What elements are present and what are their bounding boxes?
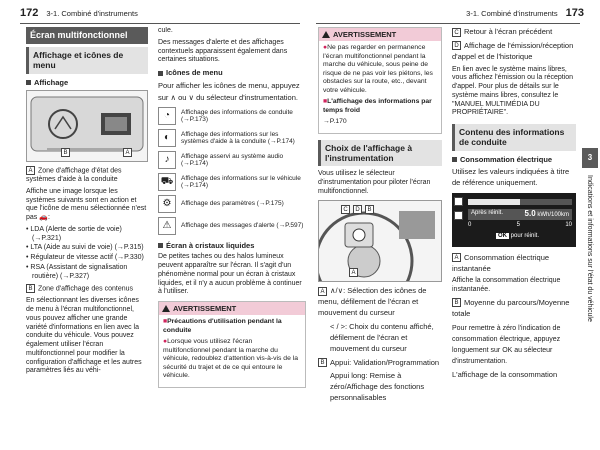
- icon-row-text: Affichage des paramètres (→P.175): [181, 200, 284, 208]
- label-a: A: [26, 166, 35, 175]
- list-item: • LDA (Alerte de sortie de voie) (→P.321): [26, 226, 148, 244]
- ok-hint-text: pour réinit.: [510, 232, 540, 239]
- instant-bar-fill: [468, 199, 520, 205]
- icon-row-text: Affichage des messages d'alerte (→P.597): [181, 222, 304, 230]
- average-unit: kWh/100km: [537, 211, 569, 218]
- item-a-text: Consommation électrique instantanée: [452, 252, 550, 273]
- warning-triangle-icon: [322, 31, 330, 38]
- list-item: • RSA (Assistant de signalisation routière) (→P.327): [26, 264, 148, 282]
- label-a: A: [452, 253, 461, 262]
- average-number: 5.0: [524, 208, 536, 218]
- item-a-text-2: < / >: Choix du contenu affiché, défilement de l'écran et mouvement du curseur: [330, 321, 434, 353]
- icon-row-text: Affichage des informations de conduite (→P.173): [181, 108, 293, 124]
- label-b: B: [452, 298, 461, 307]
- ok-badge: OK: [498, 232, 507, 239]
- warning-title: AVERTISSEMENT: [173, 304, 237, 313]
- header-right: [466, 6, 584, 22]
- warning-subtitle: [163, 318, 301, 335]
- warning-subtitle-text: L'affichage des informations par temps froid: [323, 98, 432, 114]
- average-label: Après réinit.: [471, 210, 504, 217]
- steering-wheel-icon: [319, 201, 441, 281]
- menu-icons-intro: Pour afficher les icônes de menu, appuyez sur ∧ ou ∨ du sélecteur d'instrumentation.: [158, 81, 300, 102]
- icon-row-vehicle: [158, 172, 306, 193]
- driving-assist-icon: ◐: [158, 129, 176, 147]
- icon-row-text: Affichage des informations sur le véhicule (→P.174): [181, 174, 301, 190]
- label-b: B: [26, 284, 35, 293]
- warning-body: [159, 315, 305, 386]
- warning-triangle-icon: [162, 305, 170, 312]
- item-b-text: Moyenne du parcours/Moyenne totale: [452, 297, 570, 318]
- gauge-label-b: B: [454, 211, 463, 220]
- item-d-text: Affichage de l'émission/réception d'appel et de l'historique: [452, 40, 574, 61]
- tick-label: 0: [468, 221, 472, 228]
- page-number-right: 173: [565, 7, 584, 20]
- average-value: [525, 209, 569, 220]
- section-title: Écran multifonctionnel: [26, 27, 148, 44]
- warning-subtitle-text: Précautions d'utilisation pendant la conduite: [163, 318, 282, 334]
- item-b: [318, 358, 442, 369]
- icon-row-assist: [158, 128, 306, 149]
- warning-box: [158, 301, 306, 388]
- label-c: C: [452, 28, 461, 37]
- header-rule-left: [20, 23, 300, 24]
- icon-row-warnings: [158, 216, 306, 237]
- tick-label: 10: [565, 221, 572, 228]
- audio-icon: ♪: [158, 151, 176, 169]
- column-3: [318, 27, 442, 450]
- illustration-label-a: A: [349, 268, 358, 277]
- item-b: [26, 284, 148, 294]
- icon-row-audio: [158, 150, 306, 171]
- illustration-label-c: C: [341, 205, 350, 214]
- consumption-gauge: [452, 193, 576, 247]
- warning-body: [319, 41, 441, 132]
- bullet-heading: Affichage: [26, 78, 148, 87]
- continued-text: cule.: [158, 27, 173, 34]
- item-a-text: ∧/∨: Sélection des icônes de menu, défilement de l'écran et mouvement du curseur: [318, 286, 427, 318]
- warning-box: [318, 27, 442, 134]
- item-a-desc: Affiche la consommation électrique instantanée.: [452, 277, 561, 294]
- gear-icon: ⚙: [158, 195, 176, 213]
- last-line: L'affichage de la consommation: [452, 370, 558, 380]
- menu-icon-list: [158, 106, 306, 237]
- illustration-label-a: A: [123, 148, 132, 157]
- warning-header: [159, 302, 305, 315]
- warning-text-content: Ne pas regarder en permanence l'écran multifonctionnel pendant la marche du véhicule, sous peine de risque de ne pas voir les piétons, les obstacles sur la route, etc., devant votre véhicule.: [323, 44, 433, 94]
- car-icon: 🚗: [39, 214, 48, 222]
- vehicle-info-icon: ⛟: [158, 173, 176, 191]
- warning-header: [319, 28, 441, 41]
- item-a-desc: Affiche une image lorsque les systèmes suivants sont en action et que l'icône de menu sélectionnée n'est pas 🚗:: [26, 187, 147, 222]
- square-bullet-icon: ■: [163, 318, 168, 326]
- square-bullet-icon: ■: [323, 98, 328, 106]
- item-a: [452, 253, 576, 275]
- item-a: [318, 286, 442, 319]
- header-title-right: 3-1. Combiné d'instruments: [466, 9, 558, 19]
- icon-row-text: Affichage des informations sur les systèmes d'aide à la conduite (→P.174): [181, 130, 295, 146]
- illustration-label-d: D: [353, 205, 362, 214]
- menu-icons-heading: Icônes de menu: [158, 68, 306, 77]
- lcd-paragraph: De petites taches ou des halos lumineux peuvent apparaître sur l'écran. Il s'agit d'un phénomène normal pour un écran à cristaux liquides, et il n'y a aucun problème à continuer à l'utiliser.: [158, 253, 302, 296]
- subsection-title: Affichage et icônes de menu: [26, 47, 148, 73]
- column-2: [158, 27, 306, 450]
- illustration-label-b: B: [61, 148, 70, 157]
- item-b-desc: En sélectionnant les diverses icônes de menu à l'écran multifonctionnel, vous pouvez afficher une grande variété d'informations en lien avec la conduite du véhicule. Vous pouvez également utiliser l'écran multifonctionnel pour modifier la configuration d'affichage et les autres paramètres liés au véhi-: [26, 297, 142, 375]
- warning-text: [163, 338, 301, 380]
- column-1: [26, 27, 148, 450]
- circle-bullet-icon: ●: [163, 338, 168, 346]
- header-title-left: 3-1. Combiné d'instruments: [46, 9, 138, 19]
- warning-ref: →P.170: [323, 118, 347, 126]
- item-a-desc-text: Affiche une image lorsque les systèmes suivants sont en action et que l'icône de menu sélectionnée n'est pas: [26, 187, 147, 222]
- subsection-title: Contenu des informations de conduite: [452, 124, 576, 150]
- lcd-heading: Écran à cristaux liquides: [158, 241, 306, 250]
- item-a-text: Zone d'affichage d'état des systèmes d'aide à la conduite: [26, 167, 122, 184]
- steering-illustration: [318, 200, 442, 282]
- warning-text-content: Lorsque vous utilisez l'écran multifonctionnel pendant la marche du véhicule, redoublez d'attention vis-à-vis de la sécurité du trajet et de ce qui entoure le véhicule.: [163, 338, 299, 380]
- warning-text: [323, 44, 437, 95]
- label-a: A: [318, 287, 327, 296]
- system-list: [26, 226, 148, 282]
- item-b: [452, 298, 576, 320]
- column-4: [452, 27, 576, 450]
- page-number-left: 172: [20, 7, 39, 20]
- item-b-desc: Pour remettre à zéro l'indication de consommation électrique, appuyez longuement sur OK au sélecteur d'instrumentation.: [452, 324, 561, 366]
- list-item: • Régulateur de vitesse actif (→P.330): [26, 254, 148, 263]
- intro-text: Vous utilisez le sélecteur d'instrumentation pour piloter l'écran multifonctionnel.: [318, 170, 431, 195]
- subsection-title: Choix de l'affichage à l'instrumentation: [318, 140, 442, 166]
- tick-label: 5: [516, 221, 520, 228]
- illustration-label-b: B: [365, 205, 374, 214]
- item-a: [26, 166, 148, 185]
- item-c-text: Retour à l'écran précédent: [464, 27, 553, 36]
- chapter-side-text: Indications et informations sur l'état du véhicule: [585, 175, 593, 322]
- gauge-ticks: [468, 222, 572, 230]
- item-b-text: Zone d'affichage des contenus: [38, 285, 133, 293]
- average-row: [468, 209, 572, 220]
- icon-row-text: Affichage asservi au système audio (→P.174): [181, 152, 284, 168]
- icon-row-settings: [158, 194, 306, 215]
- driving-info-icon: ◔: [158, 107, 176, 125]
- item-b-text: Appui: Validation/Programmation: [330, 357, 440, 367]
- gauge-label-a: A: [454, 197, 463, 206]
- item-d-desc: En lien avec le système mains libres, vous affichez l'émission ou la réception d'appel. Pour plus de détails sur le système mains libres, consultez le "MANUEL MULTIMÉDIA DU PROPRIÉTAIRE".: [452, 65, 574, 117]
- conso-heading: Consommation électrique: [452, 155, 576, 164]
- item-d: [452, 41, 576, 63]
- header-left: [20, 6, 138, 22]
- chapter-tab: 3: [582, 148, 598, 168]
- icon-row-driving: [158, 106, 306, 127]
- label-b: B: [318, 358, 327, 367]
- label-d: D: [452, 41, 461, 50]
- gauge-ok-hint: [496, 233, 539, 241]
- item-b-text-2: Appui long: Remise à zéro/Affichage des fonctions personnalisables: [330, 371, 425, 403]
- warning-subtitle: [323, 98, 437, 115]
- warning-icon: ⚠: [158, 217, 176, 235]
- header-rule-right: [316, 23, 580, 24]
- alert-paragraph: Des messages d'alerte et des affichages contextuels apparaissent également dans certaines situations.: [158, 38, 288, 64]
- list-item: • LTA (Aide au suivi de voie) (→P.315): [26, 244, 148, 253]
- display-illustration: [26, 90, 148, 162]
- item-c: [452, 27, 576, 38]
- conso-intro: Utilisez les valeurs indiquées à titre de référence uniquement.: [452, 166, 570, 187]
- warning-title: AVERTISSEMENT: [333, 30, 397, 39]
- instant-bar-track: [468, 199, 572, 205]
- circle-bullet-icon: ●: [323, 44, 328, 52]
